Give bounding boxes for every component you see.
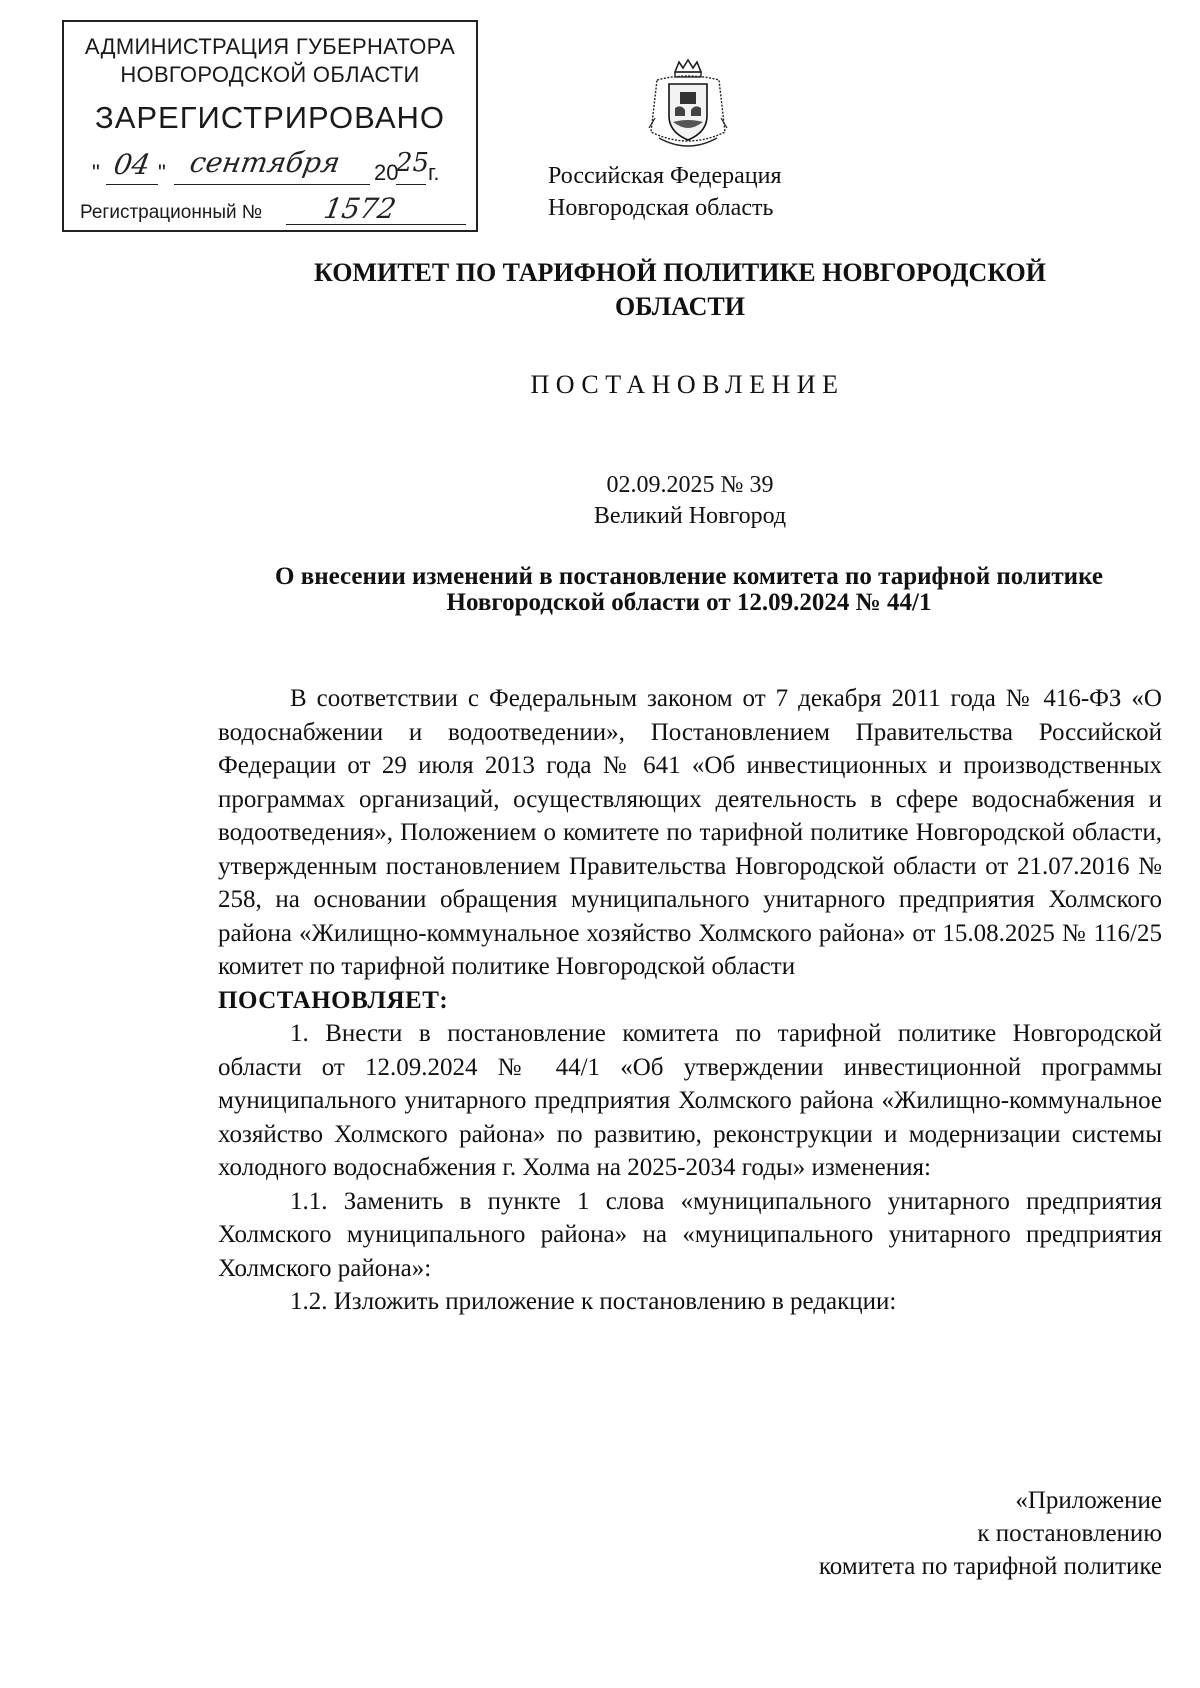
appendix-line-3: комитета по тарифной политике	[818, 1553, 1162, 1580]
appendix-header	[819, 1484, 1162, 1583]
document-type-title: ПОСТАНОВЛЕНИЕ	[530, 370, 845, 399]
country-region-block	[548, 160, 782, 224]
resolve-heading: ПОСТАНОВЛЯЕТ:	[218, 986, 449, 1014]
subject-line-1: О внесении изменений в постановление комитета по тарифной политике	[275, 563, 1103, 590]
stamp-registration-line	[80, 194, 470, 228]
committee-title	[240, 256, 1120, 324]
stamp-line-region: НОВГОРОДСКОЙ ОБЛАСТИ	[120, 62, 420, 87]
preamble-paragraph: В соответствии с Федеральным законом от 7 декабря 2011 года № 416-ФЗ «О водоснабжении и водоотведении», Постановлением Правительства Российской Федерации от 29 июля 2013 года № 641 «Об инвестиционных и производственных программах организаций, осуществляющих деятельность в сфере водоснабжения и водоотведения», Положением о комитете по тарифной политике Новгородской области, утвержденным постановлением Правительства Новгородской области от 21.07.2016 № 258, на основании обращения муниципального унитарного предприятия Холмского района «Жилищно-коммунальное хозяйство Холмского района» от 15.08.2025 № 116/25 комитет по тарифной политике Новгородской области	[218, 685, 1162, 980]
subject-line-2: Новгородской области от 12.09.2024 № 44/1	[446, 589, 932, 616]
stamp-reg-label: Регистрационный №	[80, 202, 263, 223]
stamp-month-handwritten: сентября	[187, 146, 343, 179]
novgorod-coat-of-arms-icon	[645, 58, 731, 154]
item-1-1-paragraph: 1.1. Заменить в пункте 1 слова «муниципального унитарного предприятия Холмского муниципального района» на «муниципального унитарного предприятия Холмского района»:	[218, 1187, 1162, 1282]
item-1-paragraph: 1. Внести в постановление комитета по тарифной политике Новгородской области от 12.09.2024 № 44/1 «Об утверждении инвестиционной программы муниципального унитарного предприятия Холмского района «Жилищно-коммунальное хозяйство Холмского района» по развитию, реконструкции и модернизации системы холодного водоснабжения г. Холма на 2025-2034 годы» изменения:	[218, 1020, 1162, 1181]
document-subject	[215, 564, 1163, 616]
stamp-reg-number-handwritten: 1572	[321, 192, 399, 225]
stamp-year-prefix: 20	[374, 160, 399, 185]
country-name: Российская Федерация	[548, 163, 782, 189]
stamp-year-suffix: 25	[396, 148, 430, 178]
document-date-number: 02.09.2025 № 39	[606, 472, 774, 498]
registration-stamp	[62, 20, 478, 232]
item-1-2-paragraph: 1.2. Изложить приложение к постановлению в редакции:	[290, 1288, 897, 1315]
region-name: Новгородская область	[548, 195, 774, 221]
committee-title-line-1: КОМИТЕТ ПО ТАРИФНОЙ ПОЛИТИКЕ НОВГОРОДСКОЙ	[314, 258, 1046, 287]
stamp-line-administration: АДМИНИСТРАЦИЯ ГУБЕРНАТОРА	[84, 34, 456, 59]
stamp-registered: ЗАРЕГИСТРИРОВАНО	[94, 100, 445, 135]
stamp-day-handwritten: 04	[111, 148, 153, 181]
stamp-year-unit: г.	[428, 160, 440, 185]
document-body	[218, 682, 1162, 1319]
stamp-date-line: " 04 " сентября 20 25 г.	[92, 146, 440, 185]
document-city: Великий Новгород	[593, 503, 787, 529]
appendix-line-1: «Приложение	[1015, 1487, 1162, 1514]
appendix-line-2: к постановлению	[977, 1520, 1162, 1547]
committee-title-line-2: ОБЛАСТИ	[615, 292, 745, 321]
